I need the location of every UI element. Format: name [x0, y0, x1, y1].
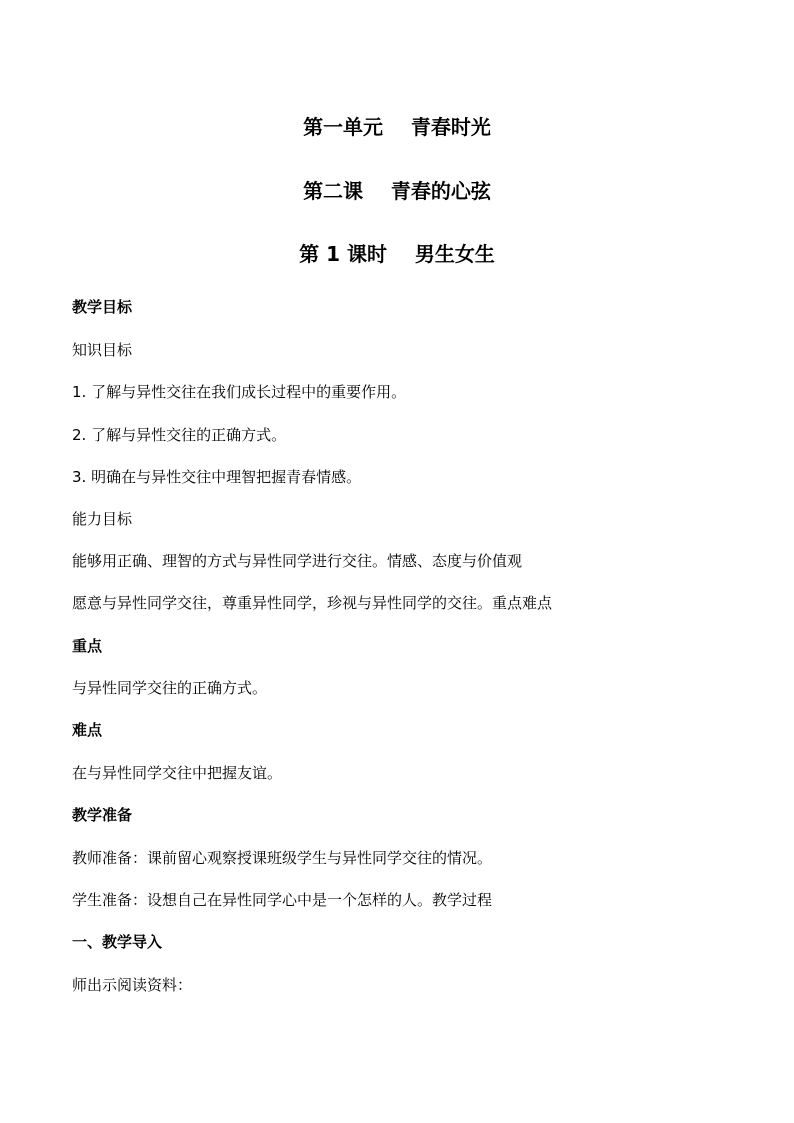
student-preparation: 学生准备：设想自己在异性同学心中是一个怎样的人。教学过程 [72, 891, 493, 909]
knowledge-goal-item: 3. 明确在与异性交往中理智把握青春情感。 [72, 468, 362, 486]
teacher-preparation: 教师准备：课前留心观察授课班级学生与异性同学交往的情况。 [72, 849, 493, 867]
lesson-title: 第二课 青春的心弦 [303, 179, 491, 203]
key-point-heading: 重点 [72, 637, 103, 655]
difficulty-text: 在与异性同学交往中把握友谊。 [72, 764, 283, 782]
ability-goals-text: 能够用正确、理智的方式与异性同学进行交往。情感、态度与价值观 [72, 552, 523, 570]
knowledge-goal-item: 2. 了解与异性交往的正确方式。 [72, 426, 287, 444]
knowledge-goals-label: 知识目标 [72, 341, 133, 359]
difficulty-heading: 难点 [72, 721, 103, 739]
ability-goals-label: 能力目标 [72, 510, 133, 528]
period-title: 第 1 课时 男生女生 [299, 242, 495, 266]
introduction-text: 师出示阅读资料： [72, 976, 193, 994]
key-point-text: 与异性同学交往的正确方式。 [72, 679, 268, 697]
introduction-heading: 一、教学导入 [72, 933, 163, 951]
knowledge-goal-item: 1. 了解与异性交往在我们成长过程中的重要作用。 [72, 383, 407, 401]
unit-title: 第一单元 青春时光 [303, 115, 491, 139]
attitude-text: 愿意与异性同学交往，尊重异性同学，珍视与异性同学的交往。重点难点 [72, 594, 553, 612]
preparation-heading: 教学准备 [72, 806, 133, 824]
teaching-goals-heading: 教学目标 [72, 298, 133, 316]
